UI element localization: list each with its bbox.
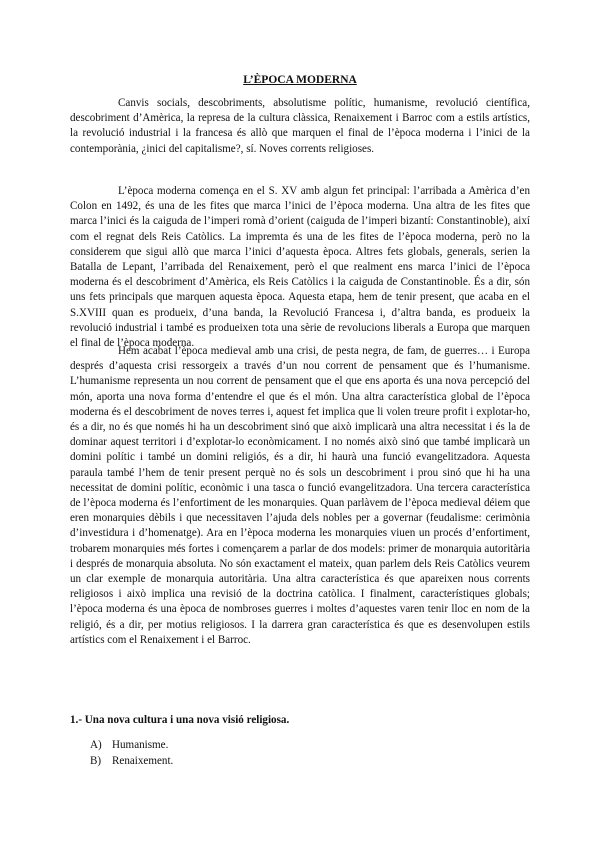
list-item bbox=[90, 737, 173, 753]
list-item-text: Renaixement. bbox=[112, 755, 174, 767]
page-title: L’ÈPOCA MODERNA bbox=[243, 74, 357, 86]
section-heading: 1.- Una nova cultura i una nova visió religiosa. bbox=[70, 714, 290, 726]
body-paragraph-2: Hem acabat l’època medieval amb una crisi, de pesta negra, de fam, de guerres… i Europa després d’aquesta crisi ressorgeix a través d’un nou corrent de pensament que és l’humanisme. L’humanisme representa un nou corrent de pensament que el que ens aporta és una nova percepció del món, aporta una nova forma d’entendre el que és el món. Una altra característica global de l’època moderna és el descobriment de noves terres i, aquest fet implica que li volen treure profit i explotar-ho, és a dir, no és que només hi ha un descobriment sinó que això implicarà una altra necessitat i és la de dominar aquest territori i d’explotar-lo econòmicament. I no només això sinó que també implicarà un domini polític i també un domini religiós, és a dir, hi haurà una funció evangelitzadora. Aquesta paraula també l’hem de tenir present perquè no és sols un descobriment i prou sinó que hi ha una necessitat de domini polític, econòmic i una tasca o funció evangelitzadora. Una tercera característica de l’època moderna és l’enfortiment de les monarquies. Quan parlàvem de l’època medieval déiem que eren monarquies dèbils i que necessitaven l’ajuda dels nobles per a governar (feudalisme: cerimònia d’investidura i d’homenatge). Ara en l’època moderna les monarquies viuen un procés d’enfortiment, trobarem monarquies més fortes i començarem a parlar de dos models: primer de monarquia autoritària i després de monarquia absoluta. No són exactament el mateix, quan parlem dels Reis Catòlics veurem un clar exemple de monarquia autoritària. Una altra característica és que apareixen nous corrents religiosos i això implica una revisió de la doctrina catòlica. I finalment, característiques globals; l’època moderna és una època de nombroses guerres i moltes d’aquestes varen tenir lloc en nom de la religió, és a dir, per motius religiosos. I la darrera gran característica és que es desenvolupen estils artístics com el Renaixement i el Barroc. bbox=[70, 345, 530, 646]
list-item-letter: B) bbox=[90, 755, 102, 767]
topic-list bbox=[90, 737, 173, 769]
document-page bbox=[70, 0, 530, 848]
body-paragraph-1: L’època moderna comença en el S. XV amb algun fet principal: l’arribada a Amèrica d’en Colon en 1492, és una de les fites que marca l’inici de l’època moderna. Una altra de les fites que marca l’inici és la caiguda de l’imperi romà d’orient (caiguda de l’imperi bizantí: Constantinoble), així com el regnat dels Reis Catòlics. La impremta és una de les fites de l’època moderna, però no la considerem que sigui allò que marca l’inici d’aquesta època. Altres fets globals, generals, serien la Batalla de Lepant, l’arribada del Renaixement, però el que realment ens marca l’inici de l’època moderna és el descobriment d’Amèrica, els Reis Catòlics i la caiguda de Constantinoble. És a dir, són uns fets principals que marquen aquesta època. Aquesta etapa, hem de tenir present, que acaba en el S.XVIII quan es produeix, d’una banda, la Revolució Francesa i, d’altra banda, es produeix la revolució industrial i també es produeixen tota una sèrie de revolucions liberals a Europa que marquen el final de l’època moderna. bbox=[70, 185, 530, 350]
intro-paragraph: Canvis socials, descobriments, absolutisme polític, humanisme, revolució científica, descobriment d’Amèrica, la represa de la cultura clàssica, Renaixement i Barroc com a estils artístics, la revolució industrial i la francesa és allò que marquen el final de l’època moderna i l’inici de la contemporània, ¿inici del capitalisme?, sí. Noves corrents religioses. bbox=[70, 97, 530, 155]
list-item bbox=[90, 753, 173, 769]
list-item-text: Humanisme. bbox=[112, 739, 169, 751]
list-item-letter: A) bbox=[90, 739, 102, 751]
